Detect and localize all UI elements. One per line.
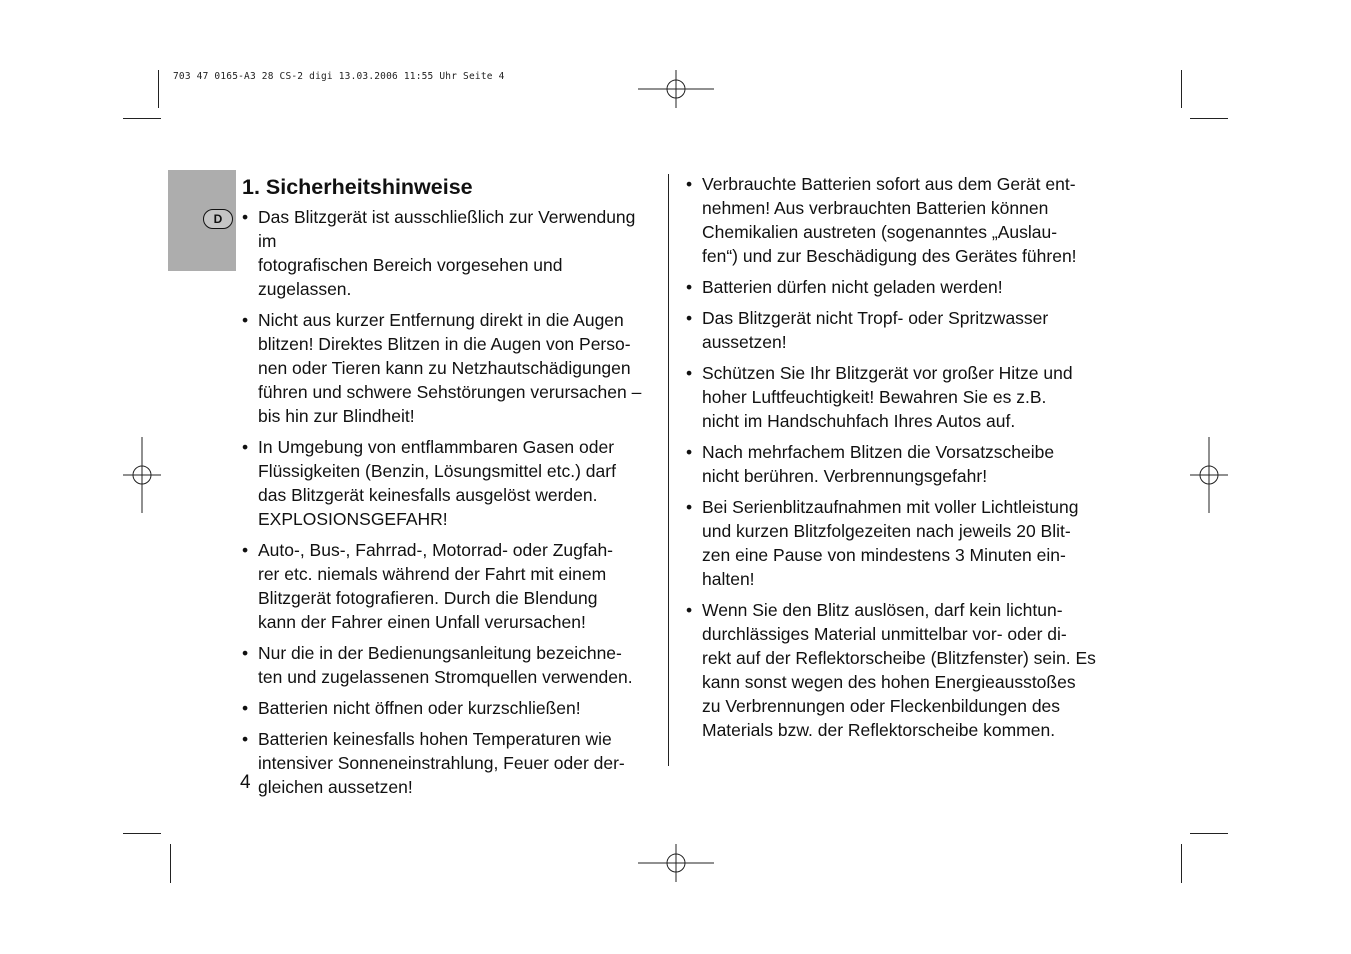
registration-mark [1190, 437, 1228, 513]
registration-mark [638, 844, 714, 882]
crop-mark [170, 844, 171, 883]
list-item: • Wenn Sie den Blitz auslösen, darf kein lichtun- durchlässiges Material unmittelbar vor- oder di- rekt auf der Reflektorscheibe (Blitzfenster) sein. Es kann sonst wegen des hohen Energieausstoßes zu Verbrennungen oder Fleckenbildungen des Materials bzw. der Reflektorscheibe kommen. [686, 598, 1098, 742]
list-item: • Verbrauchte Batterien sofort aus dem Gerät ent- nehmen! Aus verbrauchten Batterien können Chemikalien austreten (sogenanntes „Auslau- fen“) und zur Beschädigung des Gerätes führen! [686, 172, 1098, 268]
list-item: • Bei Serienblitzaufnahmen mit voller Lichtleistung und kurzen Blitzfolgezeiten nach jeweils 20 Blit- zen eine Pause von mindestens 3 Minuten ein- halten! [686, 495, 1098, 591]
left-column [242, 170, 654, 806]
crop-mark [123, 833, 161, 834]
crop-mark [123, 118, 161, 119]
list-item: • Nach mehrfachem Blitzen die Vorsatzscheibe nicht berühren. Verbrennungsgefahr! [686, 440, 1098, 488]
left-bullet-list [242, 205, 654, 799]
section-heading: 1. Sicherheitshinweise [242, 175, 473, 199]
registration-mark [123, 437, 161, 513]
list-item: • Schützen Sie Ihr Blitzgerät vor großer Hitze und hoher Luftfeuchtigkeit! Bewahren Sie es z.B. nicht im Handschuhfach Ihres Autos auf. [686, 361, 1098, 433]
crop-mark [158, 70, 159, 108]
right-column [686, 170, 1098, 749]
list-item: • In Umgebung von entflammbaren Gasen oder Flüssigkeiten (Benzin, Lösungsmittel etc.) darf das Blitzgerät keinesfalls ausgelöst werden. EXPLOSIONSGEFAHR! [242, 435, 654, 531]
list-item: • Das Blitzgerät nicht Tropf- oder Spritzwasser aussetzen! [686, 306, 1098, 354]
list-item: • Batterien nicht öffnen oder kurzschließen! [242, 696, 654, 720]
list-item: • Batterien dürfen nicht geladen werden! [686, 275, 1098, 299]
registration-mark [638, 70, 714, 108]
list-item: • Nur die in der Bedienungsanleitung bezeichne- ten und zugelassenen Stromquellen verwenden. [242, 641, 654, 689]
page-number: 4 [240, 772, 251, 793]
language-badge: D [203, 209, 233, 229]
crop-mark [1190, 833, 1228, 834]
crop-mark [1181, 70, 1182, 108]
right-bullet-list [686, 172, 1098, 742]
list-item: • Auto-, Bus-, Fahrrad-, Motorrad- oder Zugfah- rer etc. niemals während der Fahrt mit einem Blitzgerät fotografieren. Durch die Blendung kann der Fahrer einen Unfall verursachen! [242, 538, 654, 634]
crop-mark [1190, 118, 1228, 119]
list-item: • Nicht aus kurzer Entfernung direkt in die Augen blitzen! Direktes Blitzen in die Augen von Perso- nen oder Tieren kann zu Netzhautschädigungen führen und schwere Sehstörungen verursachen – bis hin zur Blindheit! [242, 308, 654, 428]
list-item: • Batterien keinesfalls hohen Temperaturen wie intensiver Sonneneinstrahlung, Feuer oder der- gleichen aussetzen! [242, 727, 654, 799]
column-divider [668, 174, 669, 766]
crop-mark [1181, 844, 1182, 883]
print-slug: 703 47 0165-A3 28 CS-2 digi 13.03.2006 11:55 Uhr Seite 4 [173, 71, 505, 82]
list-item: • Das Blitzgerät ist ausschließlich zur Verwendung im fotografischen Bereich vorgesehen und zugelassen. [242, 205, 654, 301]
